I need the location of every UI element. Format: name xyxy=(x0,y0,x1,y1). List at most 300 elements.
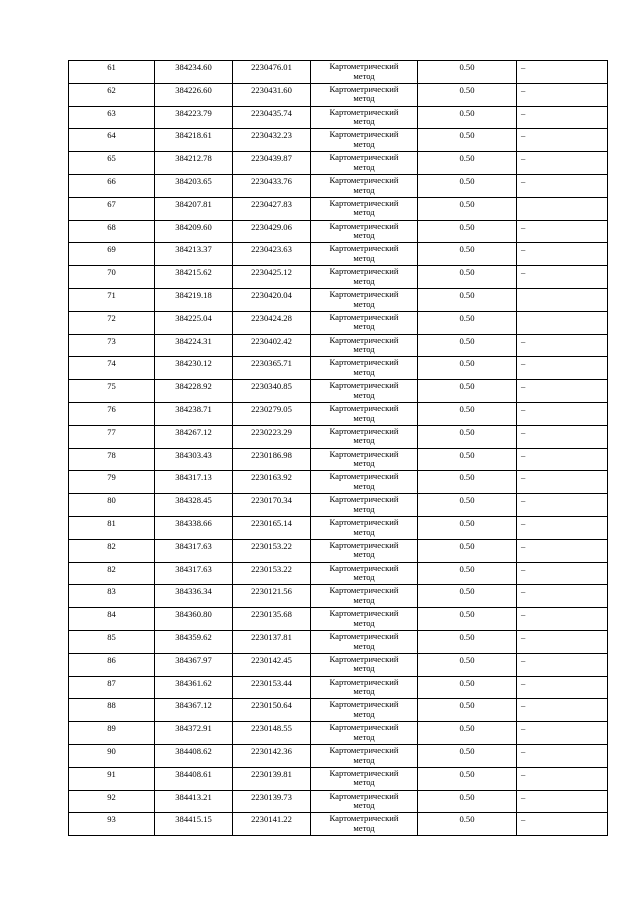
y-coordinate-cell-text: 2230135.68 xyxy=(251,609,292,620)
note-cell-text: – xyxy=(521,745,526,756)
method-cell xyxy=(311,174,418,197)
accuracy-cell xyxy=(418,83,517,106)
y-coordinate-cell-text: 2230420.04 xyxy=(251,289,292,300)
x-coordinate-cell-text: 384317.13 xyxy=(175,472,212,483)
y-coordinate-cell xyxy=(233,767,311,790)
method-cell xyxy=(311,699,418,722)
point-number-cell-text: 83 xyxy=(107,586,116,597)
x-coordinate-cell xyxy=(155,448,233,471)
method-cell xyxy=(311,220,418,243)
note-cell xyxy=(517,106,608,129)
method-cell-text: Картометрический метод xyxy=(329,630,399,651)
y-coordinate-cell-text: 2230365.71 xyxy=(251,358,292,369)
method-cell xyxy=(311,494,418,517)
x-coordinate-cell xyxy=(155,61,233,84)
note-cell-text: – xyxy=(521,814,526,825)
x-coordinate-cell xyxy=(155,334,233,357)
note-cell xyxy=(517,129,608,152)
point-number-cell-text: 66 xyxy=(107,175,116,186)
y-coordinate-cell-text: 2230139.73 xyxy=(251,791,292,802)
table-row xyxy=(69,539,608,562)
y-coordinate-cell-text: 2230186.98 xyxy=(251,449,292,460)
y-coordinate-cell-text: 2230427.83 xyxy=(251,198,292,209)
accuracy-cell xyxy=(418,676,517,699)
note-cell xyxy=(517,494,608,517)
note-cell-text: – xyxy=(521,631,526,642)
x-coordinate-cell-text: 384361.62 xyxy=(175,677,212,688)
point-number-cell-text: 62 xyxy=(107,84,116,95)
note-cell-text: – xyxy=(521,403,526,414)
method-cell-text: Картометрический метод xyxy=(329,425,399,446)
method-cell xyxy=(311,790,418,813)
x-coordinate-cell-text: 384218.61 xyxy=(175,130,212,141)
point-number-cell xyxy=(69,471,155,494)
x-coordinate-cell xyxy=(155,790,233,813)
note-cell-text: – xyxy=(521,358,526,369)
note-cell xyxy=(517,357,608,380)
x-coordinate-cell-text: 384209.60 xyxy=(175,221,212,232)
y-coordinate-cell-text: 2230153.22 xyxy=(251,563,292,574)
accuracy-cell xyxy=(418,152,517,175)
accuracy-cell xyxy=(418,288,517,311)
x-coordinate-cell xyxy=(155,425,233,448)
x-coordinate-cell-text: 384367.97 xyxy=(175,654,212,665)
method-cell xyxy=(311,539,418,562)
point-number-cell xyxy=(69,608,155,631)
x-coordinate-cell-text: 384228.92 xyxy=(175,381,212,392)
accuracy-cell-text: 0.50 xyxy=(459,517,475,528)
y-coordinate-cell xyxy=(233,790,311,813)
y-coordinate-cell xyxy=(233,722,311,745)
x-coordinate-cell xyxy=(155,516,233,539)
method-cell-text: Картометрический метод xyxy=(329,813,399,833)
table-row xyxy=(69,106,608,129)
y-coordinate-cell xyxy=(233,425,311,448)
point-number-cell-text: 85 xyxy=(107,631,116,642)
point-number-cell-text: 82 xyxy=(107,563,116,574)
y-coordinate-cell-text: 2230142.45 xyxy=(251,654,292,665)
x-coordinate-cell-text: 384317.63 xyxy=(175,540,212,551)
note-cell-text: – xyxy=(521,586,526,597)
method-cell xyxy=(311,197,418,220)
point-number-cell-text: 77 xyxy=(107,426,116,437)
accuracy-cell xyxy=(418,722,517,745)
y-coordinate-cell xyxy=(233,516,311,539)
y-coordinate-cell xyxy=(233,243,311,266)
note-cell xyxy=(517,699,608,722)
y-coordinate-cell-text: 2230435.74 xyxy=(251,107,292,118)
y-coordinate-cell xyxy=(233,676,311,699)
method-cell-text: Картометрический метод xyxy=(329,676,399,697)
y-coordinate-cell-text: 2230137.81 xyxy=(251,631,292,642)
accuracy-cell xyxy=(418,357,517,380)
note-cell-text: – xyxy=(521,107,526,118)
accuracy-cell-text: 0.50 xyxy=(459,677,475,688)
note-cell-text: – xyxy=(521,540,526,551)
x-coordinate-cell xyxy=(155,630,233,653)
point-number-cell xyxy=(69,790,155,813)
point-number-cell xyxy=(69,494,155,517)
note-cell-text: – xyxy=(521,84,526,95)
method-cell xyxy=(311,608,418,631)
x-coordinate-cell-text: 384203.65 xyxy=(175,175,212,186)
table-row xyxy=(69,357,608,380)
y-coordinate-cell xyxy=(233,653,311,676)
table-row xyxy=(69,152,608,175)
table-row xyxy=(69,311,608,334)
point-number-cell xyxy=(69,83,155,106)
method-cell-text: Картометрический метод xyxy=(329,334,399,355)
note-cell-text xyxy=(521,198,607,200)
y-coordinate-cell-text: 2230439.87 xyxy=(251,153,292,164)
accuracy-cell xyxy=(418,380,517,403)
x-coordinate-cell xyxy=(155,243,233,266)
y-coordinate-cell-text: 2230163.92 xyxy=(251,472,292,483)
point-number-cell-text: 61 xyxy=(107,62,116,72)
note-cell xyxy=(517,425,608,448)
x-coordinate-cell xyxy=(155,174,233,197)
x-coordinate-cell xyxy=(155,676,233,699)
accuracy-cell-text: 0.50 xyxy=(459,540,475,551)
x-coordinate-cell-text: 384225.04 xyxy=(175,312,212,323)
y-coordinate-cell-text: 2230429.06 xyxy=(251,221,292,232)
note-cell-text: – xyxy=(521,267,526,278)
table-row xyxy=(69,83,608,106)
note-cell xyxy=(517,152,608,175)
accuracy-cell-text: 0.50 xyxy=(459,289,475,300)
method-cell-text: Картометрический метод xyxy=(329,516,399,537)
x-coordinate-cell xyxy=(155,311,233,334)
y-coordinate-cell xyxy=(233,129,311,152)
table-row xyxy=(69,425,608,448)
x-coordinate-cell-text: 384336.34 xyxy=(175,586,212,597)
y-coordinate-cell-text: 2230223.29 xyxy=(251,426,292,437)
point-number-cell xyxy=(69,266,155,289)
point-number-cell-text: 81 xyxy=(107,517,116,528)
y-coordinate-cell xyxy=(233,813,311,836)
accuracy-cell xyxy=(418,448,517,471)
y-coordinate-cell xyxy=(233,106,311,129)
accuracy-cell-text: 0.50 xyxy=(459,654,475,665)
method-cell-text: Картометрический метод xyxy=(329,790,399,811)
method-cell xyxy=(311,585,418,608)
table-row xyxy=(69,516,608,539)
table-row xyxy=(69,699,608,722)
point-number-cell-text: 93 xyxy=(107,814,116,825)
accuracy-cell-text: 0.50 xyxy=(459,107,475,118)
table-row xyxy=(69,562,608,585)
y-coordinate-cell-text: 2230476.01 xyxy=(251,62,292,72)
note-cell xyxy=(517,516,608,539)
method-cell xyxy=(311,425,418,448)
accuracy-cell-text: 0.50 xyxy=(459,563,475,574)
accuracy-cell xyxy=(418,243,517,266)
table-row xyxy=(69,334,608,357)
table-row xyxy=(69,653,608,676)
note-cell-text: – xyxy=(521,472,526,483)
y-coordinate-cell-text: 2230340.85 xyxy=(251,381,292,392)
accuracy-cell-text: 0.50 xyxy=(459,312,475,323)
x-coordinate-cell xyxy=(155,266,233,289)
point-number-cell xyxy=(69,630,155,653)
point-number-cell xyxy=(69,311,155,334)
accuracy-cell-text: 0.50 xyxy=(459,472,475,483)
x-coordinate-cell-text: 384213.37 xyxy=(175,244,212,255)
note-cell xyxy=(517,334,608,357)
note-cell xyxy=(517,539,608,562)
accuracy-cell-text: 0.50 xyxy=(459,449,475,460)
method-cell xyxy=(311,152,418,175)
point-number-cell xyxy=(69,585,155,608)
y-coordinate-cell xyxy=(233,608,311,631)
table-row xyxy=(69,585,608,608)
accuracy-cell xyxy=(418,61,517,84)
accuracy-cell-text: 0.50 xyxy=(459,175,475,186)
x-coordinate-cell-text: 384207.81 xyxy=(175,198,212,209)
note-cell-text xyxy=(521,289,607,291)
note-cell-text: – xyxy=(521,130,526,141)
method-cell-text: Картометрический метод xyxy=(329,243,399,263)
x-coordinate-cell xyxy=(155,288,233,311)
note-cell-text: – xyxy=(521,221,526,232)
note-cell xyxy=(517,608,608,631)
x-coordinate-cell-text: 384338.66 xyxy=(175,517,212,528)
note-cell xyxy=(517,790,608,813)
x-coordinate-cell xyxy=(155,471,233,494)
y-coordinate-cell-text: 2230424.28 xyxy=(251,312,292,323)
point-number-cell-text: 65 xyxy=(107,153,116,164)
point-number-cell-text: 88 xyxy=(107,700,116,711)
x-coordinate-cell xyxy=(155,402,233,425)
accuracy-cell-text: 0.50 xyxy=(459,221,475,232)
point-number-cell-text: 92 xyxy=(107,791,116,802)
note-cell-text: – xyxy=(521,700,526,711)
point-number-cell-text: 74 xyxy=(107,358,116,369)
x-coordinate-cell-text: 384224.31 xyxy=(175,335,212,346)
note-cell xyxy=(517,653,608,676)
x-coordinate-cell-text: 384328.45 xyxy=(175,495,212,506)
method-cell-text: Картометрический метод xyxy=(329,471,399,491)
note-cell xyxy=(517,813,608,836)
point-number-cell-text: 69 xyxy=(107,244,116,255)
accuracy-cell-text: 0.50 xyxy=(459,745,475,756)
x-coordinate-cell-text: 384415.15 xyxy=(175,814,212,825)
note-cell-text: – xyxy=(521,244,526,255)
note-cell-text: – xyxy=(521,426,526,437)
accuracy-cell xyxy=(418,744,517,767)
point-number-cell-text: 82 xyxy=(107,540,116,551)
accuracy-cell xyxy=(418,471,517,494)
method-cell xyxy=(311,266,418,289)
y-coordinate-cell-text: 2230402.42 xyxy=(251,335,292,346)
point-number-cell xyxy=(69,334,155,357)
accuracy-cell-text: 0.50 xyxy=(459,768,475,779)
table-row xyxy=(69,402,608,425)
note-cell-text: – xyxy=(521,175,526,186)
point-number-cell xyxy=(69,197,155,220)
method-cell-text: Картометрический метод xyxy=(329,744,399,765)
method-cell xyxy=(311,448,418,471)
note-cell-text: – xyxy=(521,449,526,460)
note-cell xyxy=(517,448,608,471)
y-coordinate-cell-text: 2230141.22 xyxy=(251,814,292,825)
x-coordinate-cell-text: 384408.61 xyxy=(175,768,212,779)
y-coordinate-cell xyxy=(233,471,311,494)
table-row xyxy=(69,448,608,471)
x-coordinate-cell xyxy=(155,494,233,517)
point-number-cell xyxy=(69,220,155,243)
y-coordinate-cell xyxy=(233,630,311,653)
y-coordinate-cell xyxy=(233,448,311,471)
point-number-cell xyxy=(69,106,155,129)
y-coordinate-cell xyxy=(233,699,311,722)
note-cell xyxy=(517,266,608,289)
y-coordinate-cell xyxy=(233,562,311,585)
point-number-cell xyxy=(69,243,155,266)
y-coordinate-cell xyxy=(233,585,311,608)
x-coordinate-cell xyxy=(155,767,233,790)
table-row xyxy=(69,288,608,311)
method-cell xyxy=(311,129,418,152)
y-coordinate-cell-text: 2230121.56 xyxy=(251,586,292,597)
note-cell-text: – xyxy=(521,609,526,620)
method-cell xyxy=(311,722,418,745)
y-coordinate-cell-text: 2230423.63 xyxy=(251,244,292,255)
accuracy-cell-text: 0.50 xyxy=(459,495,475,506)
method-cell xyxy=(311,380,418,403)
y-coordinate-cell xyxy=(233,83,311,106)
method-cell xyxy=(311,653,418,676)
note-cell-text: – xyxy=(521,495,526,506)
x-coordinate-cell-text: 384230.12 xyxy=(175,358,212,369)
table-row xyxy=(69,494,608,517)
x-coordinate-cell xyxy=(155,106,233,129)
method-cell xyxy=(311,243,418,266)
method-cell xyxy=(311,334,418,357)
method-cell-text: Картометрический метод xyxy=(329,129,399,149)
x-coordinate-cell xyxy=(155,722,233,745)
point-number-cell-text: 78 xyxy=(107,449,116,460)
note-cell-text: – xyxy=(521,654,526,665)
x-coordinate-cell-text: 384215.62 xyxy=(175,267,212,278)
x-coordinate-cell xyxy=(155,197,233,220)
y-coordinate-cell xyxy=(233,174,311,197)
table-row xyxy=(69,676,608,699)
x-coordinate-cell-text: 384372.91 xyxy=(175,723,212,734)
y-coordinate-cell-text: 2230153.44 xyxy=(251,677,292,688)
x-coordinate-cell-text: 384317.63 xyxy=(175,563,212,574)
method-cell-text: Картометрический метод xyxy=(329,83,399,104)
y-coordinate-cell xyxy=(233,311,311,334)
note-cell xyxy=(517,767,608,790)
accuracy-cell-text: 0.50 xyxy=(459,403,475,414)
x-coordinate-cell xyxy=(155,608,233,631)
method-cell-text: Картометрический метод xyxy=(329,266,399,286)
table-row xyxy=(69,129,608,152)
accuracy-cell xyxy=(418,608,517,631)
method-cell-text: Картометрический метод xyxy=(329,539,399,560)
note-cell xyxy=(517,288,608,311)
table-row xyxy=(69,630,608,653)
point-number-cell xyxy=(69,357,155,380)
accuracy-cell xyxy=(418,516,517,539)
note-cell xyxy=(517,83,608,106)
accuracy-cell xyxy=(418,334,517,357)
point-number-cell-text: 86 xyxy=(107,654,116,665)
method-cell-text: Картометрический метод xyxy=(329,311,399,332)
accuracy-cell-text: 0.50 xyxy=(459,631,475,642)
point-number-cell-text: 72 xyxy=(107,312,116,323)
accuracy-cell-text: 0.50 xyxy=(459,335,475,346)
x-coordinate-cell-text: 384234.60 xyxy=(175,62,212,72)
point-number-cell-text: 79 xyxy=(107,472,116,483)
method-cell xyxy=(311,311,418,334)
x-coordinate-cell xyxy=(155,585,233,608)
point-number-cell-text: 90 xyxy=(107,745,116,756)
point-number-cell xyxy=(69,288,155,311)
method-cell xyxy=(311,402,418,425)
point-number-cell xyxy=(69,699,155,722)
method-cell-text: Картометрический метод xyxy=(329,722,399,742)
x-coordinate-cell xyxy=(155,357,233,380)
accuracy-cell xyxy=(418,653,517,676)
note-cell xyxy=(517,243,608,266)
method-cell-text: Картометрический метод xyxy=(329,174,399,195)
point-number-cell-text: 80 xyxy=(107,495,116,506)
point-number-cell xyxy=(69,425,155,448)
accuracy-cell-text: 0.50 xyxy=(459,426,475,437)
method-cell-text: Картометрический метод xyxy=(329,562,399,583)
method-cell xyxy=(311,676,418,699)
point-number-cell xyxy=(69,402,155,425)
x-coordinate-cell-text: 384360.80 xyxy=(175,609,212,620)
note-cell xyxy=(517,471,608,494)
table-row xyxy=(69,380,608,403)
note-cell xyxy=(517,61,608,84)
method-cell-text: Картометрический метод xyxy=(329,448,399,469)
table-row xyxy=(69,174,608,197)
coordinates-table xyxy=(68,60,608,836)
note-cell-text: – xyxy=(521,153,526,164)
note-cell-text: – xyxy=(521,381,526,392)
accuracy-cell xyxy=(418,585,517,608)
x-coordinate-cell xyxy=(155,220,233,243)
x-coordinate-cell xyxy=(155,539,233,562)
point-number-cell-text: 63 xyxy=(107,107,116,118)
y-coordinate-cell xyxy=(233,197,311,220)
note-cell-text: – xyxy=(521,677,526,688)
method-cell-text: Картометрический метод xyxy=(329,494,399,514)
y-coordinate-cell xyxy=(233,494,311,517)
y-coordinate-cell xyxy=(233,744,311,767)
table-row xyxy=(69,61,608,84)
y-coordinate-cell xyxy=(233,288,311,311)
x-coordinate-cell xyxy=(155,129,233,152)
table-row xyxy=(69,197,608,220)
accuracy-cell xyxy=(418,813,517,836)
note-cell xyxy=(517,744,608,767)
method-cell xyxy=(311,288,418,311)
y-coordinate-cell-text: 2230431.60 xyxy=(251,84,292,95)
y-coordinate-cell-text: 2230142.36 xyxy=(251,745,292,756)
accuracy-cell-text: 0.50 xyxy=(459,153,475,164)
method-cell xyxy=(311,83,418,106)
point-number-cell xyxy=(69,152,155,175)
accuracy-cell-text: 0.50 xyxy=(459,358,475,369)
method-cell-text: Картометрический метод xyxy=(329,402,399,423)
method-cell-text: Картометрический метод xyxy=(329,197,399,218)
y-coordinate-cell-text: 2230165.14 xyxy=(251,517,292,528)
